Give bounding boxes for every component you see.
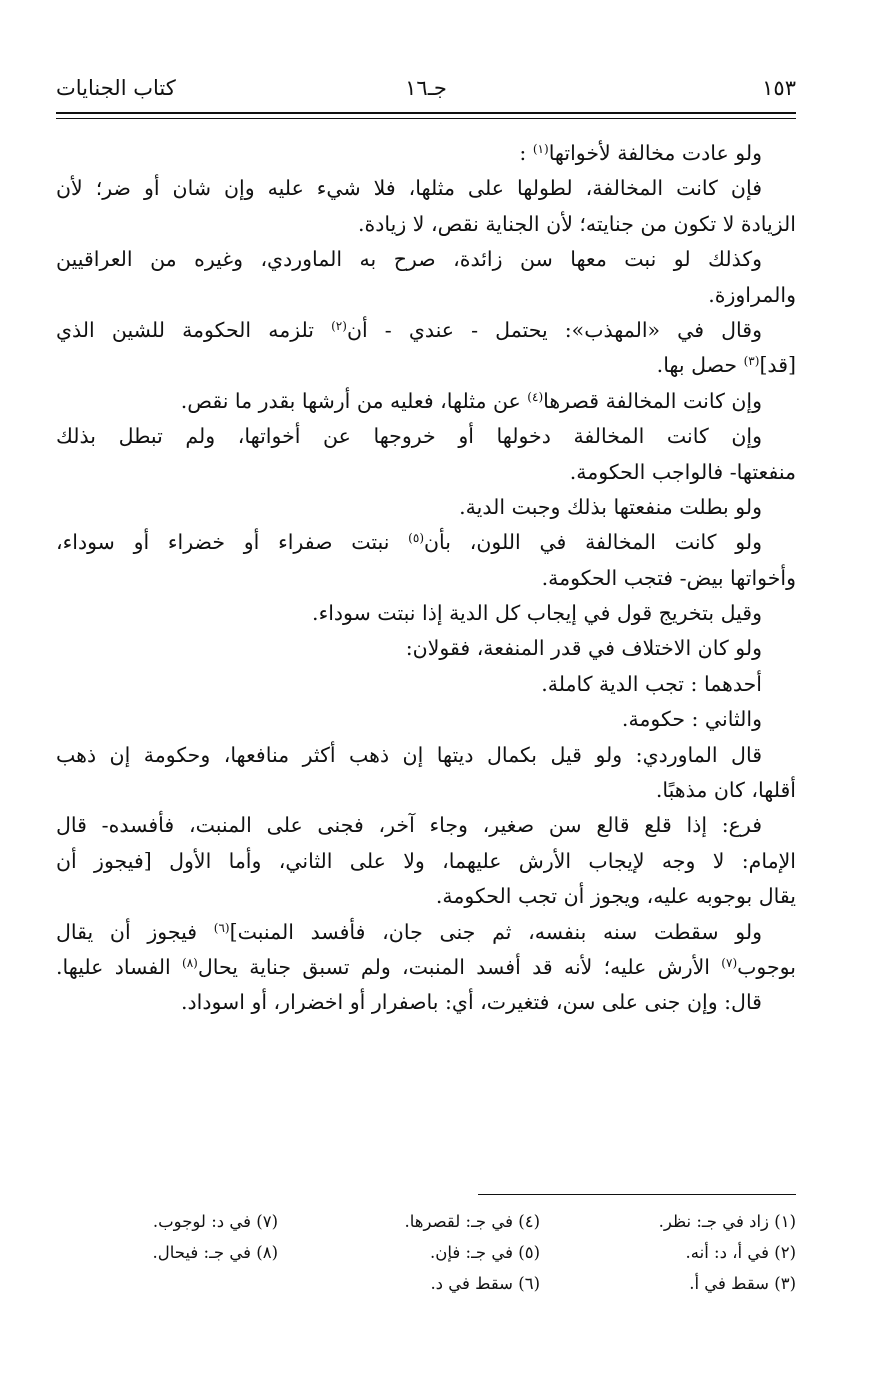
footnote-ref: (١)	[532, 142, 549, 156]
footnote: (٨) في جـ: فيحال.	[152, 1243, 278, 1262]
header-rule-thin	[56, 118, 796, 119]
text-line: وكذلك لو نبت معها سن زائدة، صرح به الماوردي، وغيره من العراقيين	[56, 247, 762, 272]
text-line: قال: وإن جنى على سن، فتغيرت، أي: باصفرار أو اخضرار، أو اسوداد.	[181, 990, 762, 1015]
main-text	[56, 136, 796, 1021]
text-line: ولو كانت المخالفة في اللون، بأن$^{(٥)}$ نبتت صفراء أو خضراء أو سوداء،	[56, 530, 762, 555]
book-title: كتاب الجنايات	[56, 76, 176, 100]
text-line: وأخواتها بيض- فتجب الحكومة.	[541, 565, 796, 590]
footnote-ref: (٢)	[331, 318, 347, 333]
footnote: (٣) سقط في أ.	[689, 1274, 796, 1293]
header-rule-thick	[56, 112, 796, 114]
footnote-ref: (٥)	[408, 531, 424, 546]
text-line: ولو عادت مخالفة لأخواتها$^{(١)}$ :	[519, 141, 762, 165]
footnote-ref: (٣)	[743, 354, 760, 369]
text-line: وإن كانت المخالفة دخولها أو خروجها عن أخواتها، ولم تبطل بذلك	[56, 424, 762, 449]
footnote-separator	[478, 1194, 796, 1195]
text-line: الزيادة لا تكون من جنايته؛ لأن الجناية نقص، لا زيادة.	[358, 211, 796, 236]
volume-label: جـ١٦	[405, 76, 447, 100]
text-line: فإن كانت المخالفة، لطولها على مثلها، فلا شيء عليه وإن شان أو ضر؛ لأن	[56, 176, 762, 201]
text-line: وقال في «المهذب»: يحتمل - عندي - أن$^{(٢)}$ تلزمه الحكومة للشين الذي	[56, 317, 762, 342]
footnote-row	[56, 1268, 796, 1299]
text-line: منفعتها- فالواجب الحكومة.	[569, 459, 796, 484]
text-line: فرع: إذا قلع قالع سن صغير، وجاء آخر، فجنى على المنبت، فأفسده- قال	[56, 813, 762, 838]
footnote: (٤) في جـ: لقصرها.	[404, 1212, 540, 1231]
text-line: والثاني : حكومة.	[621, 707, 762, 732]
text-line: أقلها، كان مذهبًا.	[655, 778, 796, 803]
footnote-row	[56, 1237, 796, 1268]
page-number: ١٥٣	[762, 76, 796, 100]
text-line: يقال بوجوبه عليه، ويجوز أن تجب الحكومة.	[435, 884, 796, 909]
text-line: وقيل بتخريج قول في إيجاب كل الدية إذا نبتت سوداء.	[312, 601, 762, 626]
footnote-ref: (٧)	[721, 955, 738, 970]
footnote: (٦) سقط في د.	[430, 1274, 540, 1293]
footnote: (١) زاد في جـ: نظر.	[658, 1212, 796, 1231]
text-line: ولو كان الاختلاف في قدر المنفعة، فقولان:	[405, 636, 762, 661]
text-line: وإن كانت المخالفة قصرها$^{(٤)}$ عن مثلها، فعليه من أرشها بقدر ما نقص.	[180, 388, 762, 413]
footnote: (٧) في د: لوجوب.	[152, 1212, 278, 1231]
text-line: الإمام: لا وجه لإيجاب الأرش عليهما، ولا على الثاني، وأما الأول [فيجوز أن	[56, 848, 796, 873]
text-line: ولو سقطت سنه بنفسه، ثم جنى جان، فأفسد المنبت]$^{(٦)}$ فيجوز أن يقال	[56, 919, 762, 944]
text-line: أحدهما : تجب الدية كاملة.	[541, 671, 762, 696]
footnotes	[56, 1206, 796, 1299]
footnote-row	[56, 1206, 796, 1237]
text-line: قال الماوردي: ولو قيل بكمال ديتها إن ذهب أكثر منافعها، وحكومة إن ذهب	[56, 742, 762, 767]
text-line: والمراوزة.	[708, 282, 796, 307]
footnote: (٢) في أ، د: أنه.	[685, 1243, 796, 1262]
text-line: بوجوب$^{(٧)}$ الأرش عليه؛ لأنه قد أفسد المنبت، ولم تسبق جناية يحال$^{(٨)}$ الفساد عليها.	[56, 954, 796, 979]
footnote: (٥) في جـ: فإن.	[430, 1243, 540, 1262]
page-header	[56, 74, 796, 110]
footnote-ref: (٤)	[527, 389, 544, 404]
footnote-ref: (٨)	[182, 955, 198, 970]
text-line: [قد]$^{(٣)}$ حصل بها.	[656, 353, 796, 378]
footnote-ref: (٦)	[213, 920, 230, 935]
text-line: ولو بطلت منفعتها بذلك وجبت الدية.	[459, 494, 762, 519]
